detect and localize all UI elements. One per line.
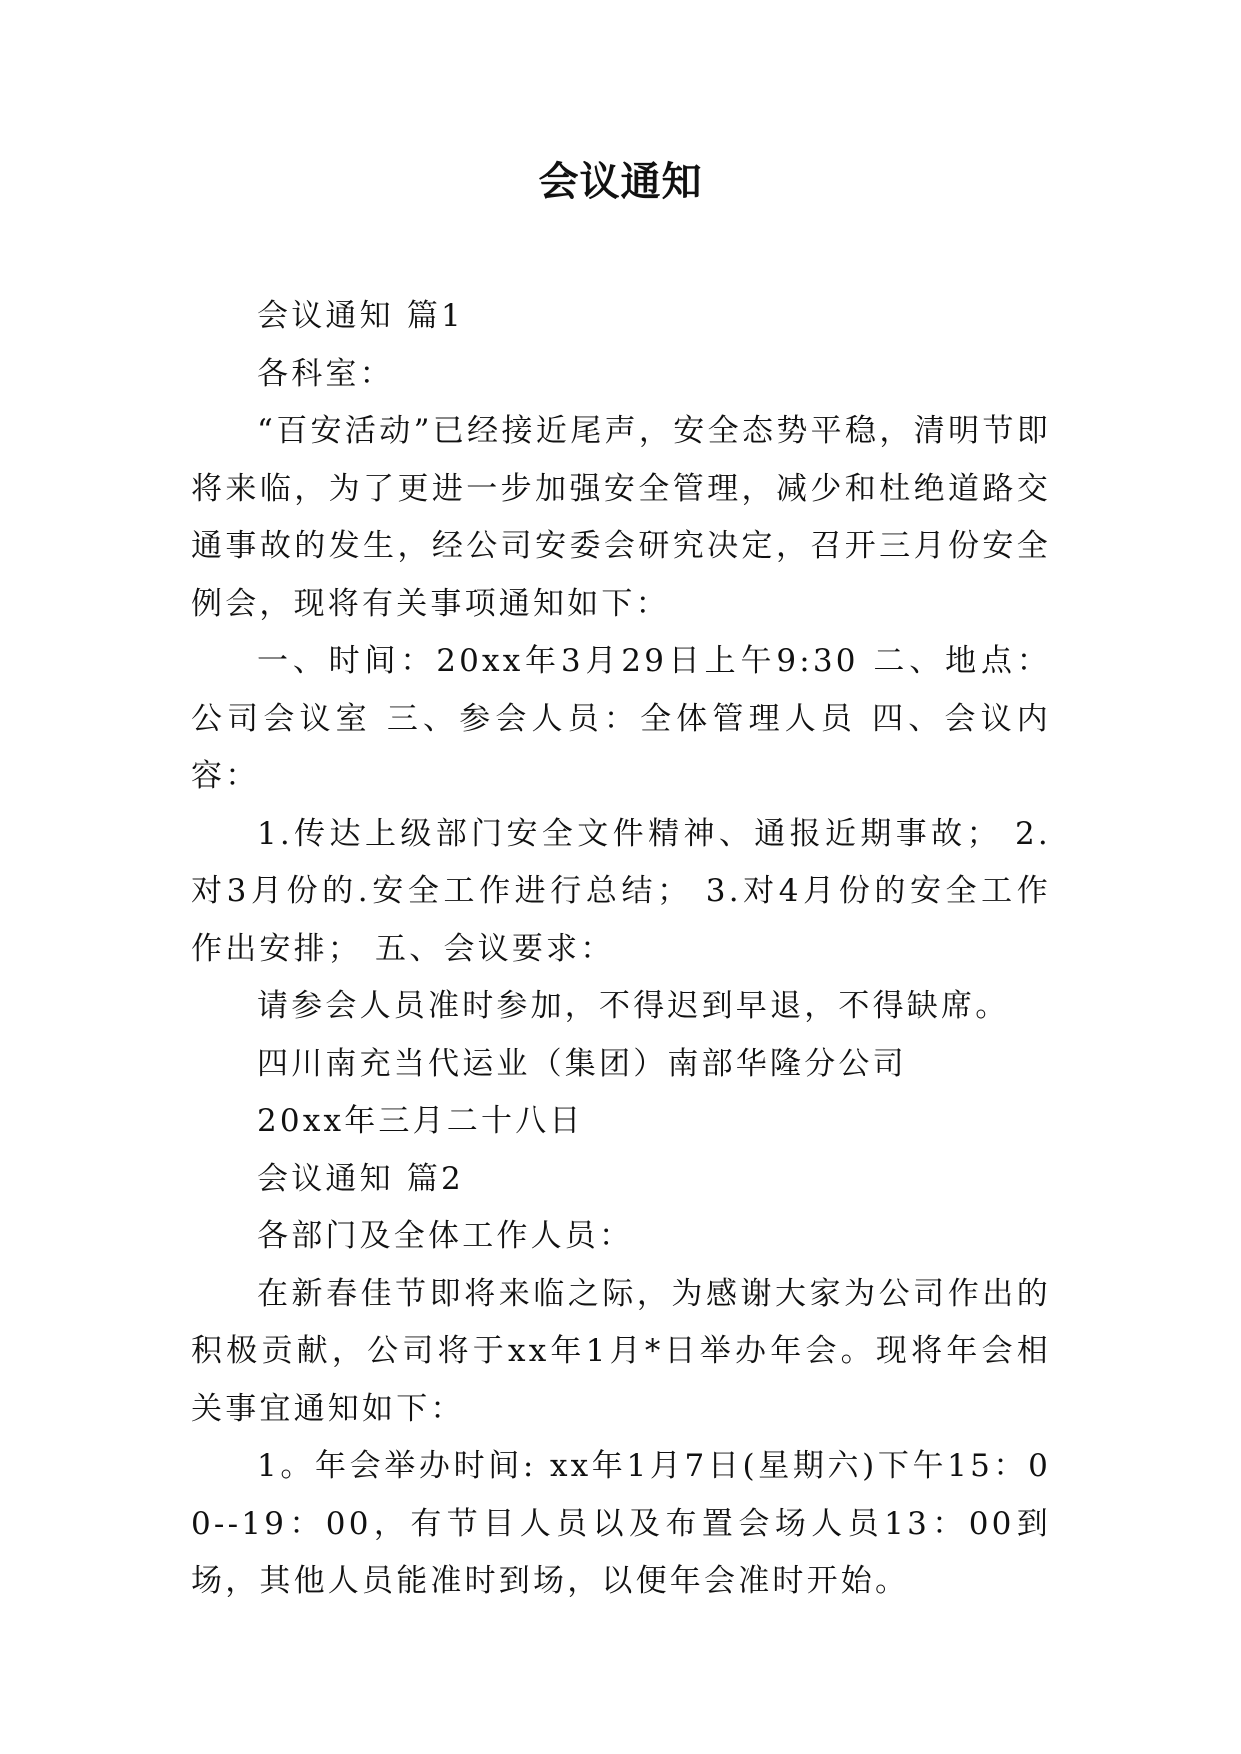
document-body <box>191 288 1051 1611</box>
paragraph: “百安活动”已经接近尾声，安全态势平稳，清明节即将来临，为了更进一步加强安全管理，减少和杜绝道路交通事故的发生，经公司安委会研究决定，召开三月份安全例会，现将有关事项通知如下： <box>191 413 1051 622</box>
paragraph: 请参会人员准时参加，不得迟到早退，不得缺席。 <box>257 988 1010 1024</box>
section-heading-1: 会议通知 篇1 <box>257 298 464 334</box>
salutation-1: 各科室： <box>257 355 394 392</box>
document-title: 会议通知 <box>538 159 703 205</box>
paragraph: 一、时间：20xx年3月29日上午9:30 二、地点：公司会议室 三、参会人员：全体管理人员 四、会议内容： <box>191 643 1051 794</box>
paragraph: 在新春佳节即将来临之际，为感谢大家为公司作出的积极贡献，公司将于xx年1月*日举办年会。现将年会相关事宜通知如下： <box>191 1275 1051 1427</box>
salutation-2: 各部门及全体工作人员： <box>257 1218 634 1254</box>
signature-organization: 四川南充当代运业（集团）南部华隆分公司 <box>257 1045 907 1082</box>
paragraph: 1。年会举办时间: xx年1月7日(星期六)下午15：00--19：00，有节目人员以及布置会场人员13：00到场，其他人员能准时到场，以便年会准时开始。 <box>191 1448 1051 1599</box>
section-heading-2: 会议通知 篇2 <box>257 1160 464 1197</box>
signature-date: 20xx年三月二十八日 <box>257 1103 584 1139</box>
paragraph: 1.传达上级部门安全文件精神、通报近期事故； 2.对3月份的.安全工作进行总结； 3.对4月份的安全工作作出安排； 五、会议要求： <box>191 815 1051 967</box>
